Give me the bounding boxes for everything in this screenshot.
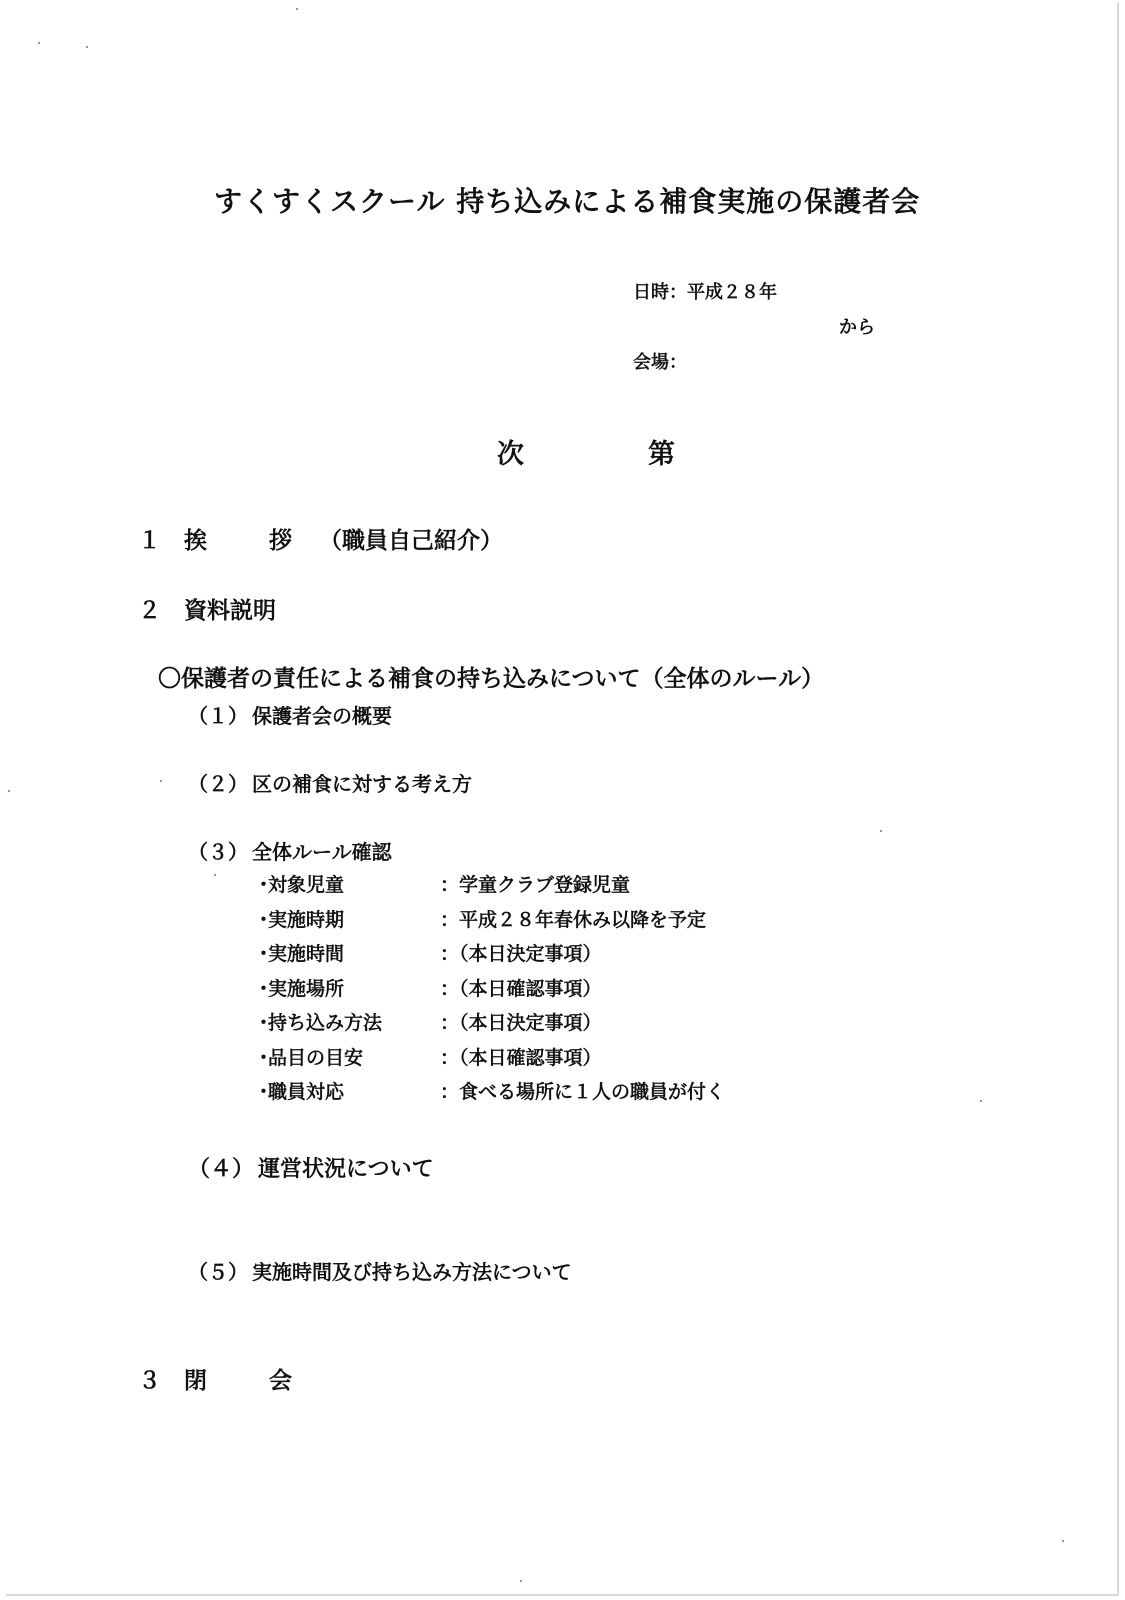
item-number: （５） (188, 1260, 248, 1284)
document-title: すくすくスクール 持ち込みによる補食実施の保護者会 (214, 185, 921, 218)
item-label: 運営状況について (258, 1157, 434, 1182)
rule-row (254, 870, 725, 905)
agenda-item (188, 1256, 572, 1285)
rule-bullet: ・ (254, 1081, 274, 1103)
section-number: ２ (138, 598, 161, 624)
rule-row (254, 974, 725, 1009)
rule-row (254, 1043, 725, 1078)
rule-bullet: ・ (254, 874, 274, 896)
rule-value: ：（本日確認事項） (440, 1046, 602, 1069)
subheading-rules: 〇保護者の責任による補食の持ち込みについて（全体のルール） (158, 666, 825, 692)
rule-label: 持ち込み方法 (268, 1012, 383, 1034)
scan-speck (1062, 1540, 1064, 1542)
agenda-item (188, 768, 472, 797)
agenda-item (188, 700, 392, 729)
rule-label: 品目の目安 (268, 1046, 364, 1069)
rule-label: 実施場所 (268, 977, 345, 1000)
section-closing (138, 1362, 292, 1395)
section-word: 挨 (184, 528, 207, 554)
section-word: 閉 (184, 1368, 207, 1394)
item-label: 全体ルール確認 (252, 840, 392, 864)
item-number: （２） (188, 772, 248, 796)
agenda-heading-char-1: 次 (497, 439, 524, 470)
section-note: （職員自己紹介） (319, 528, 503, 554)
item-number: （４） (188, 1157, 255, 1182)
rule-label: 実施時間 (268, 943, 345, 965)
section-word: 拶 (269, 528, 292, 554)
meta-from: から (839, 317, 875, 338)
item-number: （３） (188, 840, 248, 864)
scan-speck (296, 8, 298, 10)
agenda-item (188, 1152, 434, 1183)
rule-bullet: ・ (254, 908, 274, 931)
rule-row (254, 1077, 725, 1112)
scan-speck (520, 1580, 522, 1582)
meta-venue: 会場： (633, 352, 687, 373)
rule-row (254, 939, 725, 974)
rule-bullet: ・ (254, 943, 274, 965)
rule-value: ：学童クラブ登録児童 (440, 874, 631, 896)
agenda-item (188, 836, 392, 865)
agenda-heading-char-2: 第 (648, 439, 675, 470)
rule-bullet: ・ (254, 1046, 274, 1069)
section-number: ３ (138, 1368, 161, 1394)
scan-speck (980, 1100, 982, 1102)
page-frame (6, 2, 1119, 1596)
item-label: 実施時間及び持ち込み方法について (252, 1260, 572, 1284)
meta-date: 日時：平成２８年 (633, 282, 777, 303)
section-materials (138, 592, 276, 625)
scan-speck (214, 874, 216, 876)
scan-speck (86, 46, 88, 48)
scan-speck (38, 42, 40, 44)
rule-bullet: ・ (254, 977, 274, 1000)
scan-speck (8, 790, 10, 792)
section-label: 資料説明 (184, 598, 276, 624)
rule-value: ：（本日決定事項） (440, 1012, 602, 1034)
scan-speck (160, 780, 162, 782)
rule-list (254, 870, 725, 1112)
rule-label: 職員対応 (268, 1081, 345, 1103)
rule-bullet: ・ (254, 1012, 274, 1034)
item-number: （１） (188, 704, 248, 728)
item-label: 区の補食に対する考え方 (252, 772, 472, 796)
rule-value: ：（本日確認事項） (440, 977, 602, 1000)
section-greeting (138, 522, 503, 555)
rule-label: 対象児童 (268, 874, 345, 896)
section-word: 会 (269, 1368, 292, 1394)
section-number: １ (138, 528, 161, 554)
scan-speck (880, 830, 882, 832)
rule-row (254, 905, 725, 940)
rule-value: ：（本日決定事項） (440, 943, 602, 965)
rule-label: 実施時期 (268, 908, 345, 931)
item-label: 保護者会の概要 (252, 704, 392, 728)
rule-value: ：食べる場所に１人の職員が付く (440, 1081, 726, 1103)
rule-value: ：平成２８年春休み以降を予定 (440, 908, 707, 931)
rule-row (254, 1008, 725, 1043)
